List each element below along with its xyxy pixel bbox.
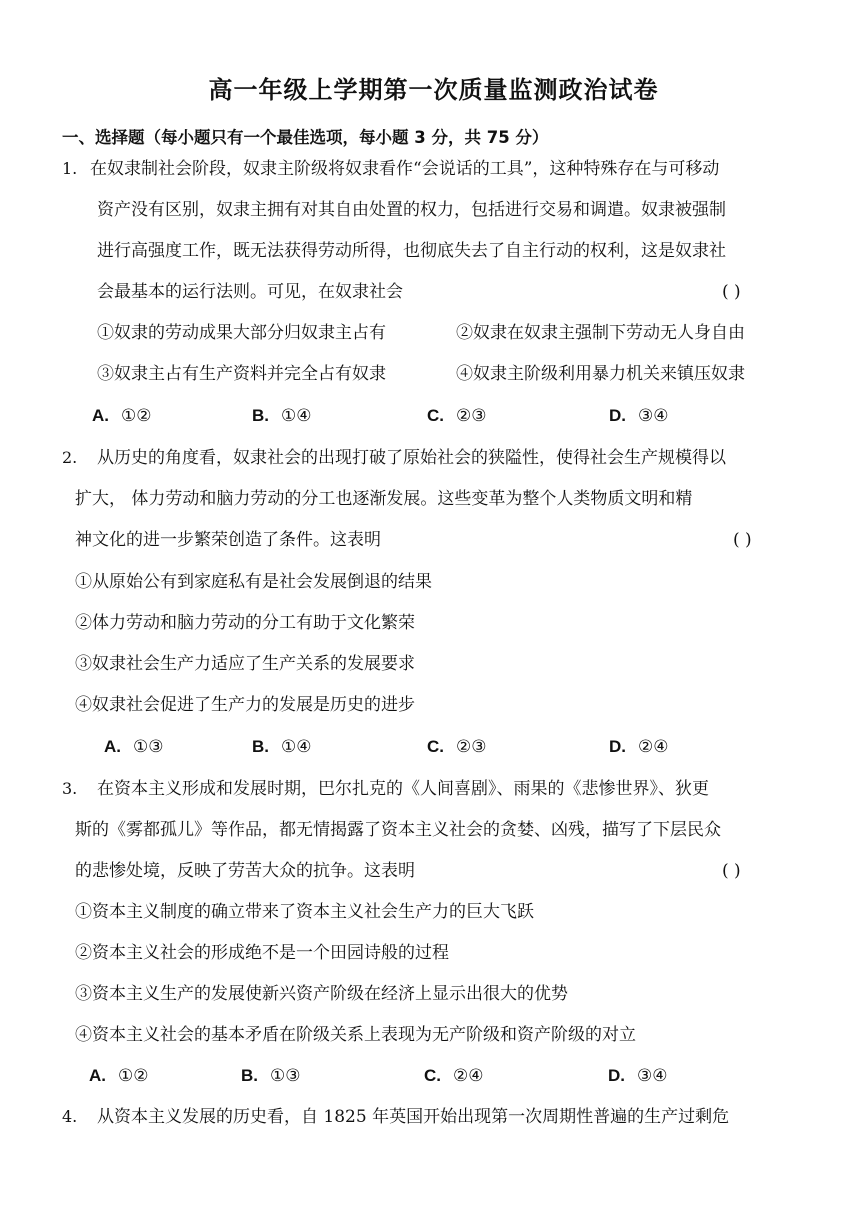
choice-b xyxy=(252,404,311,428)
choice-a xyxy=(92,404,151,428)
statement-option: ④奴隶主阶级利用暴力机关来镇压奴隶 xyxy=(456,364,745,384)
question-text-line: 斯的《雾都孤儿》等作品，都无情揭露了资本主义社会的贪婪、凶残，描写了下层民众 xyxy=(75,820,721,840)
choice-label: B. xyxy=(252,737,269,756)
answer-parenthesis: ( ) xyxy=(733,530,752,550)
question-text-line: 在资本主义形成和发展时期，巴尔扎克的《人间喜剧》、雨果的《悲惨世界》、狄更 xyxy=(97,779,709,799)
statement-option: ③资本主义生产的发展使新兴资产阶级在经济上显示出很大的优势 xyxy=(75,984,568,1004)
question-text-line: 进行高强度工作，既无法获得劳动所得，也彻底失去了自主行动的权利，这是奴隶社 xyxy=(97,241,726,261)
question-text-line: 在奴隶制社会阶段，奴隶主阶级将奴隶看作“会说话的工具”，这种特殊存在与可移动 xyxy=(90,159,720,179)
choice-a xyxy=(89,1064,148,1088)
choice-d xyxy=(609,404,668,428)
choice-value: ②④ xyxy=(638,737,669,757)
statement-option: ②奴隶在奴隶主强制下劳动无人身自由 xyxy=(456,323,745,343)
choice-label: B. xyxy=(241,1066,258,1085)
choice-label: A. xyxy=(92,406,109,425)
choice-c xyxy=(427,404,486,428)
choice-label: A. xyxy=(89,1066,106,1085)
choice-label: A. xyxy=(104,737,121,756)
question-text-line: 神文化的进一步繁荣创造了条件。这表明 xyxy=(75,530,381,550)
choice-value: ③④ xyxy=(637,1066,668,1086)
choice-b xyxy=(252,735,311,759)
choice-label: D. xyxy=(608,1066,625,1085)
choice-label: D. xyxy=(609,406,626,425)
statement-option: ④资本主义社会的基本矛盾在阶级关系上表现为无产阶级和资产阶级的对立 xyxy=(75,1025,636,1045)
choice-value: ①③ xyxy=(133,737,164,757)
choice-value: ①④ xyxy=(281,737,312,757)
choice-a xyxy=(104,735,163,759)
question-text-line: 会最基本的运行法则。可见，在奴隶社会 xyxy=(97,282,403,302)
question-number: 4. xyxy=(62,1107,78,1126)
choice-c xyxy=(427,735,486,759)
choice-label: C. xyxy=(427,737,444,756)
choice-d xyxy=(608,1064,667,1088)
choice-value: ①② xyxy=(118,1066,149,1086)
question-text-line: 资产没有区别，奴隶主拥有对其自由处置的权力，包括进行交易和调遣。奴隶被强制 xyxy=(97,200,726,220)
choice-value: ②③ xyxy=(456,406,487,426)
choice-d xyxy=(609,735,668,759)
choice-value: ①② xyxy=(121,406,152,426)
answer-parenthesis: ( ) xyxy=(722,861,741,881)
choice-value: ③④ xyxy=(638,406,669,426)
question-text-line: 扩大， 体力劳动和脑力劳动的分工也逐渐发展。这些变革为整个人类物质文明和精 xyxy=(75,489,693,509)
choice-value: ②④ xyxy=(453,1066,484,1086)
choice-value: ②③ xyxy=(456,737,487,757)
choice-value: ①③ xyxy=(270,1066,301,1086)
answer-parenthesis: ( ) xyxy=(722,282,741,302)
question-number: 1. xyxy=(62,159,78,178)
question-text-line: 从历史的角度看，奴隶社会的出现打破了原始社会的狭隘性，使得社会生产规模得以 xyxy=(97,448,726,468)
choice-label: D. xyxy=(609,737,626,756)
question-text-line: 的悲惨处境，反映了劳苦大众的抗争。这表明 xyxy=(75,861,415,881)
statement-option: ②资本主义社会的形成绝不是一个田园诗般的过程 xyxy=(75,943,449,963)
exam-title: 高一年级上学期第一次质量监测政治试卷 xyxy=(208,76,659,104)
statement-option: ①从原始公有到家庭私有是社会发展倒退的结果 xyxy=(75,572,432,592)
statement-option: ①资本主义制度的确立带来了资本主义社会生产力的巨大飞跃 xyxy=(75,902,534,922)
choice-label: B. xyxy=(252,406,269,425)
choice-c xyxy=(424,1064,483,1088)
statement-option: ②体力劳动和脑力劳动的分工有助于文化繁荣 xyxy=(75,613,415,633)
statement-option: ③奴隶主占有生产资料并完全占有奴隶 xyxy=(97,364,386,384)
statement-option: ①奴隶的劳动成果大部分归奴隶主占有 xyxy=(97,323,386,343)
choice-label: C. xyxy=(427,406,444,425)
choice-label: C. xyxy=(424,1066,441,1085)
statement-option: ④奴隶社会促进了生产力的发展是历史的进步 xyxy=(75,695,415,715)
question-number: 3. xyxy=(62,779,78,798)
question-number: 2. xyxy=(62,448,78,467)
choice-b xyxy=(241,1064,300,1088)
section-heading: 一、选择题（每小题只有一个最佳选项，每小题 3 分，共 75 分） xyxy=(62,128,549,147)
question-text-line: 从资本主义发展的历史看，自 1825 年英国开始出现第一次周期性普遍的生产过剩危 xyxy=(97,1107,730,1127)
statement-option: ③奴隶社会生产力适应了生产关系的发展要求 xyxy=(75,654,415,674)
choice-value: ①④ xyxy=(281,406,312,426)
